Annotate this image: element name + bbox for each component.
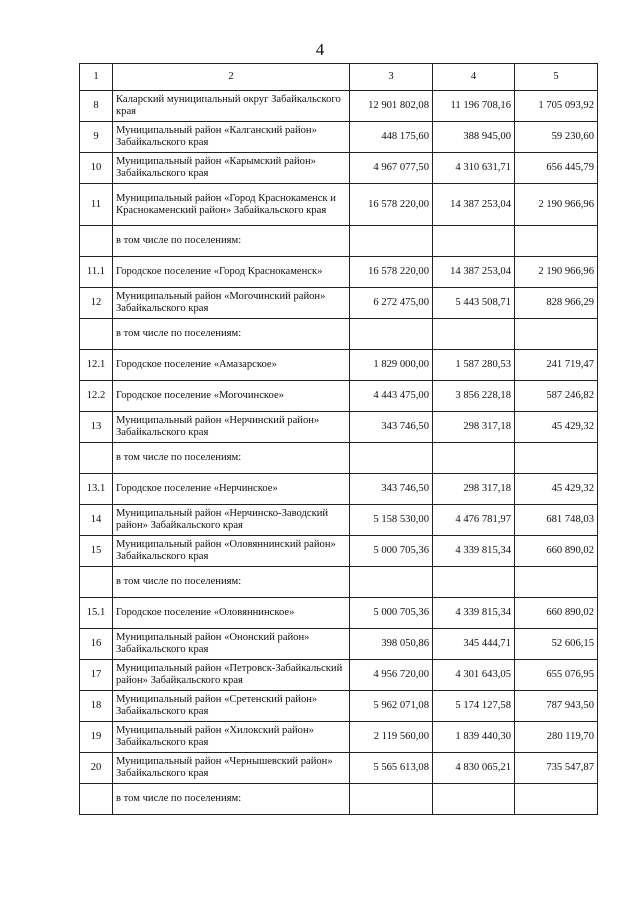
row-name: Муниципальный район «Калганский район» Забайкальского края xyxy=(113,122,350,153)
row-number: 15.1 xyxy=(80,598,113,629)
table-row xyxy=(80,122,598,153)
row-number: 14 xyxy=(80,505,113,536)
row-value-col4: 3 856 228,18 xyxy=(433,381,515,412)
table-row xyxy=(80,184,598,226)
row-subheading: в том числе по поселениям: xyxy=(113,226,350,257)
header-cell-3: 3 xyxy=(350,64,433,91)
table-row xyxy=(80,660,598,691)
row-number: 13 xyxy=(80,412,113,443)
row-name: Муниципальный район «Нерчинско-Заводский район» Забайкальского края xyxy=(113,505,350,536)
row-number: 12.1 xyxy=(80,350,113,381)
row-number: 8 xyxy=(80,91,113,122)
row-value-col3: 5 962 071,08 xyxy=(350,691,433,722)
row-number: 10 xyxy=(80,153,113,184)
row-value-col3: 6 272 475,00 xyxy=(350,288,433,319)
row-number: 12 xyxy=(80,288,113,319)
row-number xyxy=(80,443,113,474)
row-subheading: в том числе по поселениям: xyxy=(113,567,350,598)
row-value-col5: 787 943,50 xyxy=(515,691,598,722)
row-value-col4: 5 443 508,71 xyxy=(433,288,515,319)
header-cell-1: 1 xyxy=(80,64,113,91)
header-row xyxy=(80,64,598,91)
row-value-col3: 4 443 475,00 xyxy=(350,381,433,412)
row-number: 19 xyxy=(80,722,113,753)
row-name: Муниципальный район «Оловяннинский район» Забайкальского края xyxy=(113,536,350,567)
table-row xyxy=(80,598,598,629)
row-value-col3: 4 956 720,00 xyxy=(350,660,433,691)
row-value-col5: 2 190 966,96 xyxy=(515,257,598,288)
header-cell-4: 4 xyxy=(433,64,515,91)
row-name: Городское поселение «Город Краснокаменск» xyxy=(113,257,350,288)
row-name: Муниципальный район «Ононский район» Забайкальского края xyxy=(113,629,350,660)
row-number: 20 xyxy=(80,753,113,784)
row-value-col5: 280 119,70 xyxy=(515,722,598,753)
row-value-col5: 660 890,02 xyxy=(515,598,598,629)
table-row xyxy=(80,753,598,784)
row-value-col3 xyxy=(350,226,433,257)
row-value-col3: 1 829 000,00 xyxy=(350,350,433,381)
row-value-col4 xyxy=(433,226,515,257)
row-value-col5 xyxy=(515,784,598,815)
page-number: 4 xyxy=(315,40,325,59)
row-name: Городское поселение «Амазарское» xyxy=(113,350,350,381)
row-value-col4: 298 317,18 xyxy=(433,474,515,505)
table-row xyxy=(80,91,598,122)
row-value-col4: 14 387 253,04 xyxy=(433,184,515,226)
row-value-col3 xyxy=(350,784,433,815)
row-value-col3: 5 158 530,00 xyxy=(350,505,433,536)
row-number: 16 xyxy=(80,629,113,660)
row-value-col5 xyxy=(515,319,598,350)
row-value-col4: 4 339 815,34 xyxy=(433,598,515,629)
row-number xyxy=(80,567,113,598)
table-row xyxy=(80,536,598,567)
table-row xyxy=(80,784,598,815)
row-subheading: в том числе по поселениям: xyxy=(113,443,350,474)
row-value-col4: 388 945,00 xyxy=(433,122,515,153)
row-name: Муниципальный район «Нерчинский район» Забайкальского края xyxy=(113,412,350,443)
row-value-col3: 4 967 077,50 xyxy=(350,153,433,184)
row-value-col5: 52 606,15 xyxy=(515,629,598,660)
row-name: Муниципальный район «Сретенский район» Забайкальского края xyxy=(113,691,350,722)
table-row xyxy=(80,722,598,753)
table-row xyxy=(80,567,598,598)
row-number: 15 xyxy=(80,536,113,567)
row-number: 18 xyxy=(80,691,113,722)
header-cell-5: 5 xyxy=(515,64,598,91)
row-name: Каларский муниципальный округ Забайкальского края xyxy=(113,91,350,122)
row-value-col5: 655 076,95 xyxy=(515,660,598,691)
row-value-col4: 1 587 280,53 xyxy=(433,350,515,381)
table-row xyxy=(80,412,598,443)
row-value-col4: 345 444,71 xyxy=(433,629,515,660)
row-number: 17 xyxy=(80,660,113,691)
row-value-col5: 660 890,02 xyxy=(515,536,598,567)
row-value-col5: 587 246,82 xyxy=(515,381,598,412)
row-value-col3: 16 578 220,00 xyxy=(350,257,433,288)
table-row xyxy=(80,474,598,505)
row-value-col3 xyxy=(350,567,433,598)
row-name: Муниципальный район «Петровск-Забайкальский район» Забайкальского края xyxy=(113,660,350,691)
row-value-col3: 5 000 705,36 xyxy=(350,536,433,567)
row-value-col3: 343 746,50 xyxy=(350,412,433,443)
row-value-col5 xyxy=(515,567,598,598)
row-value-col3: 5 565 613,08 xyxy=(350,753,433,784)
row-name: Муниципальный район «Карымский район» Забайкальского края xyxy=(113,153,350,184)
row-number: 13.1 xyxy=(80,474,113,505)
table-row xyxy=(80,691,598,722)
row-name: Муниципальный район «Чернышевский район» Забайкальского края xyxy=(113,753,350,784)
allocation-table xyxy=(79,63,598,815)
row-value-col3 xyxy=(350,319,433,350)
row-value-col4: 4 301 643,05 xyxy=(433,660,515,691)
row-value-col3: 5 000 705,36 xyxy=(350,598,433,629)
table-row xyxy=(80,153,598,184)
row-number: 9 xyxy=(80,122,113,153)
row-subheading: в том числе по поселениям: xyxy=(113,784,350,815)
row-number xyxy=(80,226,113,257)
row-number: 12.2 xyxy=(80,381,113,412)
table-row xyxy=(80,443,598,474)
row-value-col4: 4 830 065,21 xyxy=(433,753,515,784)
row-name: Городское поселение «Могочинское» xyxy=(113,381,350,412)
row-value-col3: 12 901 802,08 xyxy=(350,91,433,122)
row-name: Муниципальный район «Город Краснокаменск и Краснокаменский район» Забайкальского края xyxy=(113,184,350,226)
row-value-col4 xyxy=(433,567,515,598)
row-value-col4: 11 196 708,16 xyxy=(433,91,515,122)
row-subheading: в том числе по поселениям: xyxy=(113,319,350,350)
row-value-col3: 398 050,86 xyxy=(350,629,433,660)
row-name: Городское поселение «Оловяннинское» xyxy=(113,598,350,629)
row-value-col3: 448 175,60 xyxy=(350,122,433,153)
row-value-col5: 59 230,60 xyxy=(515,122,598,153)
table-row xyxy=(80,226,598,257)
row-value-col4: 4 310 631,71 xyxy=(433,153,515,184)
row-value-col5: 1 705 093,92 xyxy=(515,91,598,122)
row-value-col4 xyxy=(433,319,515,350)
row-value-col5: 241 719,47 xyxy=(515,350,598,381)
row-value-col3 xyxy=(350,443,433,474)
table-row xyxy=(80,319,598,350)
row-value-col4: 14 387 253,04 xyxy=(433,257,515,288)
table-row xyxy=(80,505,598,536)
table-row xyxy=(80,629,598,660)
row-value-col5: 45 429,32 xyxy=(515,474,598,505)
row-number xyxy=(80,784,113,815)
row-value-col3: 343 746,50 xyxy=(350,474,433,505)
row-name: Муниципальный район «Хилокский район» Забайкальского края xyxy=(113,722,350,753)
row-value-col5: 45 429,32 xyxy=(515,412,598,443)
row-name: Городское поселение «Нерчинское» xyxy=(113,474,350,505)
row-value-col4: 1 839 440,30 xyxy=(433,722,515,753)
row-value-col5: 2 190 966,96 xyxy=(515,184,598,226)
row-value-col5 xyxy=(515,226,598,257)
row-number: 11.1 xyxy=(80,257,113,288)
row-value-col4 xyxy=(433,443,515,474)
table-row xyxy=(80,350,598,381)
row-number xyxy=(80,319,113,350)
row-value-col5: 656 445,79 xyxy=(515,153,598,184)
row-value-col5: 735 547,87 xyxy=(515,753,598,784)
row-value-col4: 298 317,18 xyxy=(433,412,515,443)
table-row xyxy=(80,257,598,288)
row-value-col5 xyxy=(515,443,598,474)
row-value-col5: 828 966,29 xyxy=(515,288,598,319)
row-value-col5: 681 748,03 xyxy=(515,505,598,536)
header-cell-2: 2 xyxy=(113,64,350,91)
row-value-col3: 16 578 220,00 xyxy=(350,184,433,226)
row-value-col4: 4 476 781,97 xyxy=(433,505,515,536)
row-value-col4 xyxy=(433,784,515,815)
row-value-col4: 4 339 815,34 xyxy=(433,536,515,567)
row-value-col4: 5 174 127,58 xyxy=(433,691,515,722)
row-name: Муниципальный район «Могочинский район» Забайкальского края xyxy=(113,288,350,319)
table-row xyxy=(80,288,598,319)
row-number: 11 xyxy=(80,184,113,226)
table-row xyxy=(80,381,598,412)
row-value-col3: 2 119 560,00 xyxy=(350,722,433,753)
